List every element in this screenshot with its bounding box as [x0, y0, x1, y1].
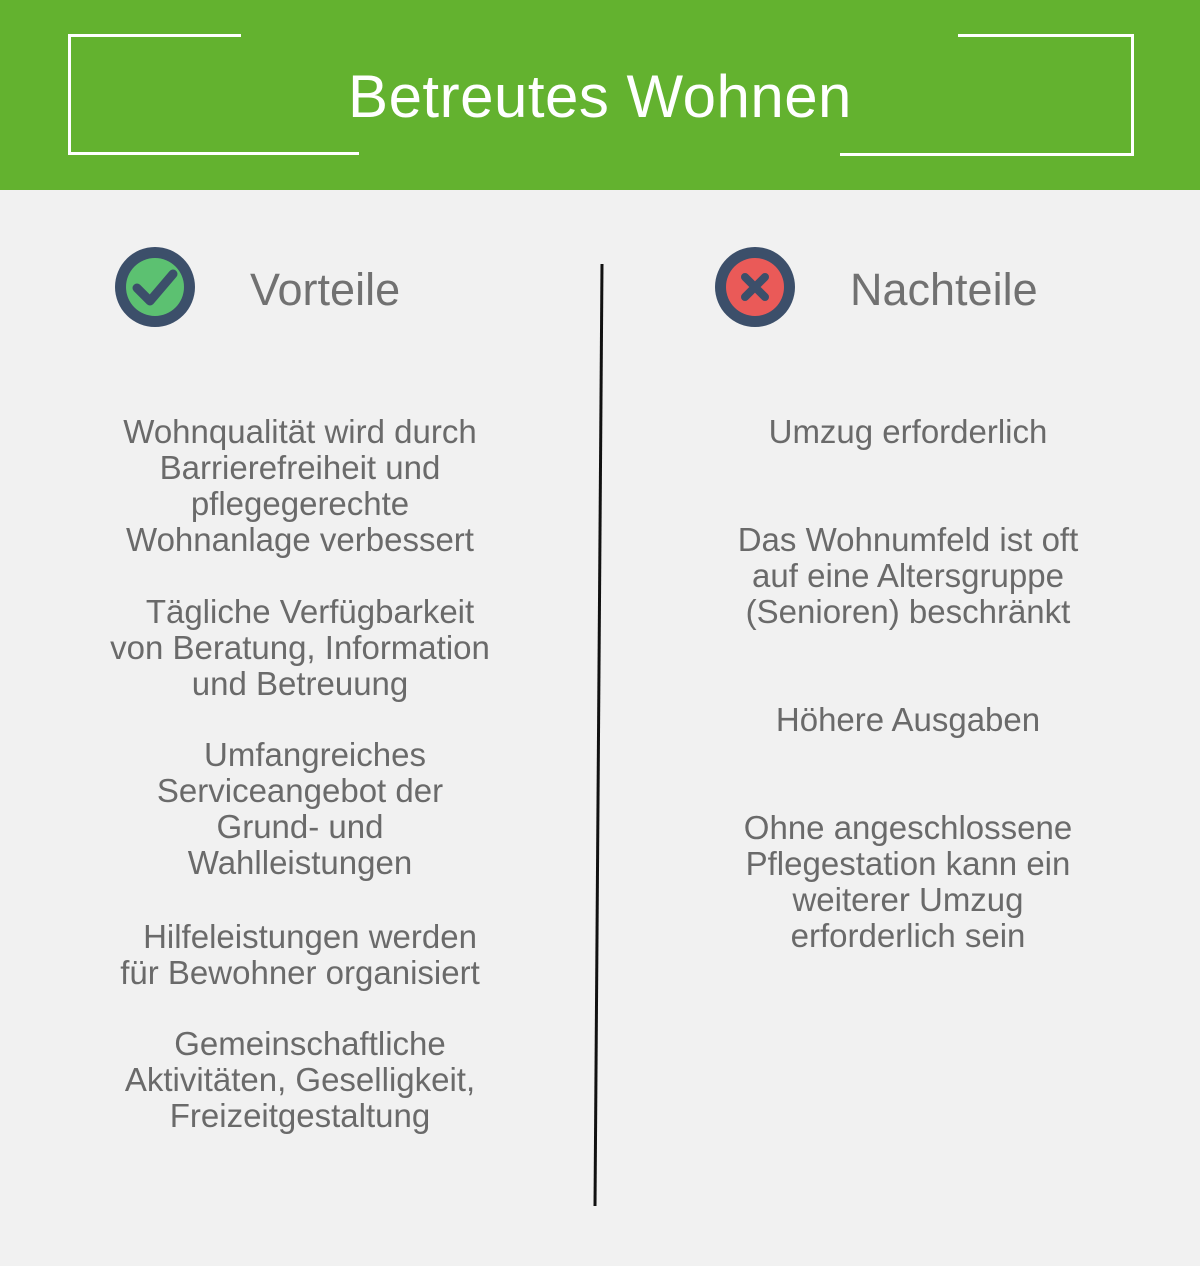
pros-heading: Vorteile: [250, 264, 401, 315]
cons-item: Umzug erforderlich: [768, 413, 1048, 450]
pros-item: Hilfeleistungen werden für Bewohner organisiert: [120, 918, 480, 991]
pros-item: Gemeinschaftliche Aktivitäten, Geselligkeit, Freizeitgestaltung: [124, 1025, 476, 1134]
pros-item: Tägliche Verfügbarkeit von Beratung, Information und Betreuung: [110, 593, 490, 702]
cons-item: Höhere Ausgaben: [775, 701, 1041, 738]
cons-item: Das Wohnumfeld ist oft auf eine Altersgruppe (Senioren) beschränkt: [737, 521, 1079, 630]
x-circle-icon: [715, 247, 795, 327]
pros-list: [90, 414, 510, 1174]
frame-line-bottom-right: [840, 153, 1134, 156]
pros-item: Umfangreiches Serviceangebot der Grund- und Wahlleistungen: [156, 736, 444, 881]
cons-list: [708, 414, 1108, 974]
cons-heading: Nachteile: [850, 264, 1038, 315]
frame-line-bottom-left: [68, 152, 359, 155]
page-title: Betreutes Wohnen: [348, 63, 852, 130]
frame-line-top-left: [68, 34, 241, 37]
header-banner: [0, 0, 1200, 190]
cons-item: Ohne angeschlossene Pflegestation kann ein weiterer Umzug erforderlich sein: [743, 809, 1073, 954]
pros-item: Wohnqualität wird durch Barrierefreiheit und pflegegerechte Wohnanlage verbessert: [123, 413, 477, 558]
frame-line-top-right: [958, 34, 1134, 37]
check-circle-icon: [115, 247, 195, 327]
